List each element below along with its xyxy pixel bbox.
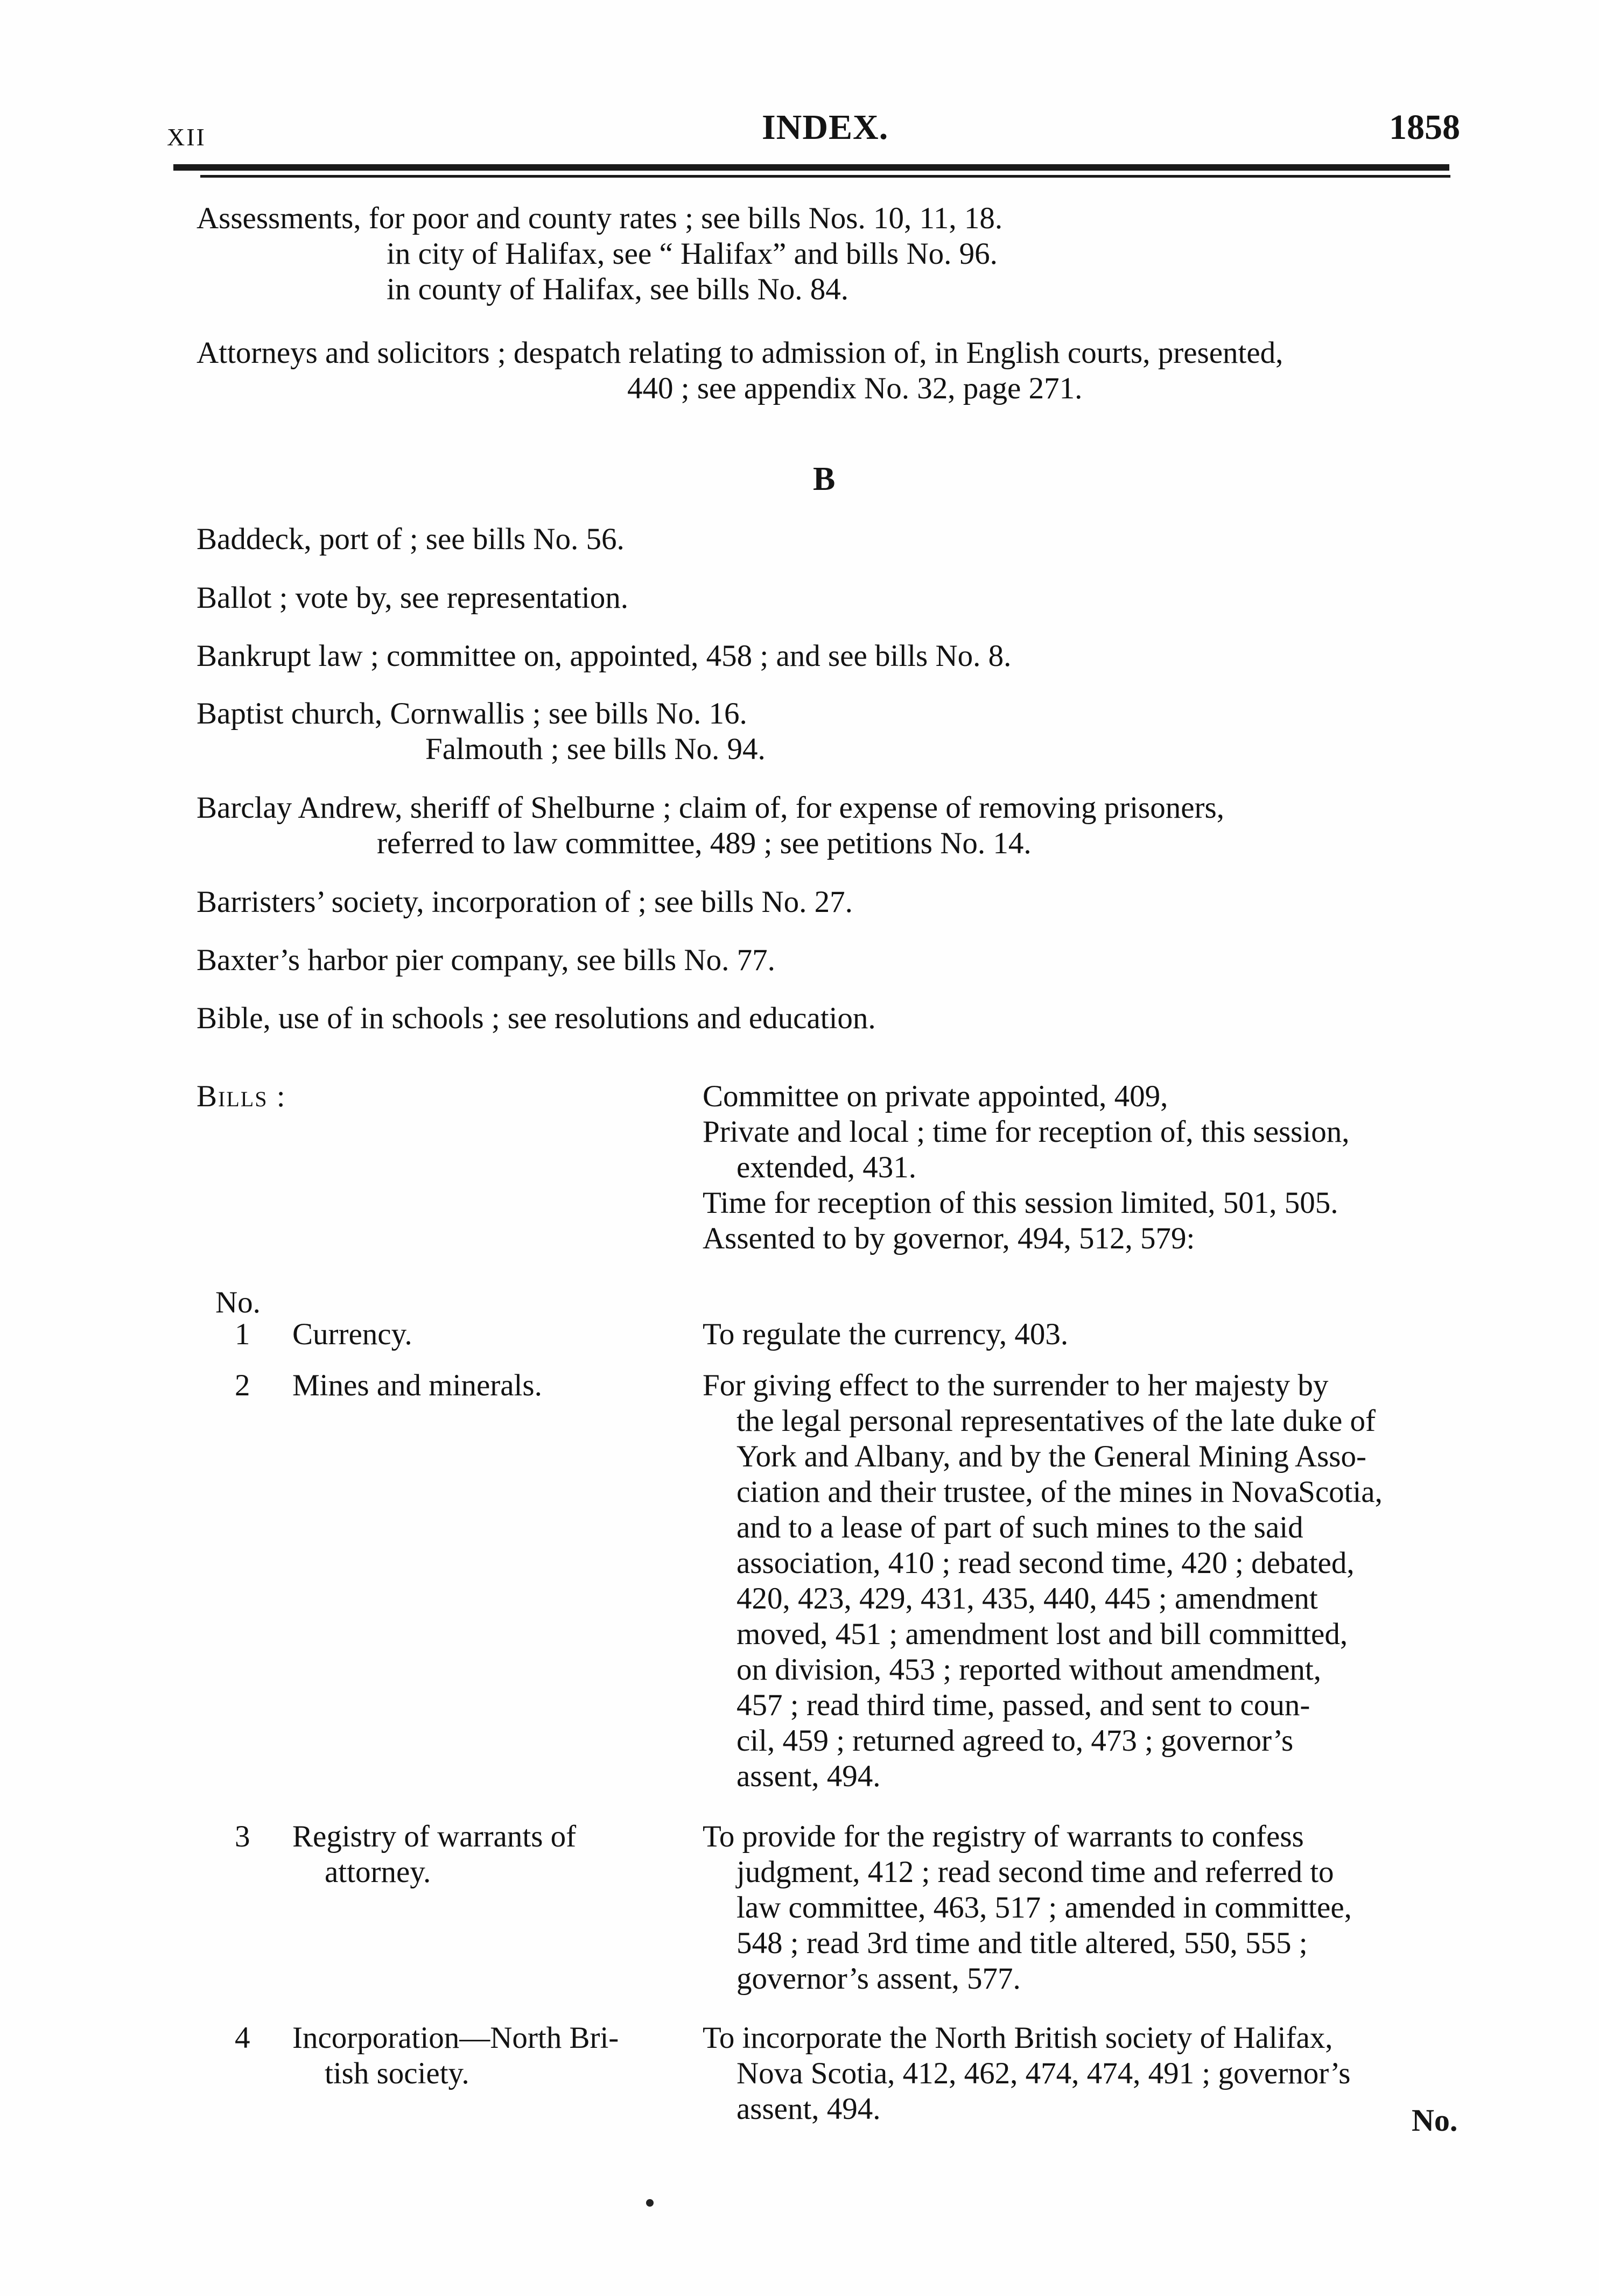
bill-title: Mines and minerals. — [292, 1368, 542, 1402]
bill-desc-line: assent, 494. — [737, 2092, 881, 2126]
bills-general-line: Time for reception of this session limited, 501, 505. — [703, 1186, 1338, 1220]
bill-desc-line: 548 ; read 3rd time and title altered, 550, 555 ; — [737, 1926, 1308, 1960]
bill-desc-line: ciation and their trustee, of the mines in NovaScotia, — [737, 1475, 1383, 1509]
entry-baxter: Baxter’s harbor pier company, see bills No. 77. — [197, 943, 775, 977]
bill-desc-line: To regulate the currency, 403. — [703, 1317, 1069, 1351]
page-header — [0, 0, 1599, 162]
ink-dot — [646, 2199, 654, 2207]
bill-desc-line: York and Albany, and by the General Mining Asso- — [737, 1440, 1366, 1473]
section-letter-b: B — [813, 461, 836, 497]
bill-desc-line: the legal personal representatives of the late duke of — [737, 1404, 1376, 1438]
bill-desc-line: cil, 459 ; returned agreed to, 473 ; governor’s — [737, 1724, 1294, 1758]
bill-desc-line: To provide for the registry of warrants to confess — [703, 1820, 1304, 1853]
entry-barclay-line1: Barclay Andrew, sheriff of Shelburne ; claim of, for expense of removing prisoners, — [197, 791, 1224, 825]
bill-title: Registry of warrants of — [292, 1820, 577, 1853]
bills-no-label: No. — [215, 1286, 261, 1319]
bill-title: Currency. — [292, 1317, 412, 1351]
entry-bible: Bible, use of in schools ; see resolutions and education. — [197, 1001, 876, 1035]
entry-bankrupt: Bankrupt law ; committee on, appointed, 458 ; and see bills No. 8. — [197, 639, 1012, 673]
entry-baddeck: Baddeck, port of ; see bills No. 56. — [197, 522, 625, 556]
bills-general-line: Private and local ; time for reception of, this session, — [703, 1115, 1350, 1149]
bill-number: 4 — [235, 2021, 250, 2055]
entry-assessments-line3: in county of Halifax, see bills No. 84. — [387, 272, 849, 306]
entry-baptist-line2: Falmouth ; see bills No. 94. — [425, 732, 766, 766]
bill-desc-line: To incorporate the North British society of Halifax, — [703, 2021, 1333, 2055]
bill-desc-line: association, 410 ; read second time, 420 ; debated, — [737, 1546, 1355, 1580]
bill-number: 2 — [235, 1368, 250, 1402]
bill-desc-line: 457 ; read third time, passed, and sent to coun- — [737, 1688, 1310, 1722]
bill-desc-line: For giving effect to the surrender to her majesty by — [703, 1368, 1329, 1402]
entry-barclay-line2: referred to law committee, 489 ; see petitions No. 14. — [377, 826, 1032, 860]
bill-title: attorney. — [325, 1855, 431, 1889]
entry-attorneys-line2: 440 ; see appendix No. 32, page 271. — [627, 371, 1083, 405]
page-title: INDEX. — [762, 108, 889, 147]
page-number: XII — [167, 123, 206, 151]
bills-general-line: Assented to by governor, 494, 512, 579: — [703, 1221, 1195, 1255]
catchword: No. — [1412, 2103, 1458, 2138]
year-label: 1858 — [1389, 108, 1460, 147]
bill-desc-line: law committee, 463, 517 ; amended in committee, — [737, 1891, 1352, 1925]
bills-heading: Bills : — [197, 1079, 286, 1113]
bill-number: 3 — [235, 1820, 250, 1853]
bill-title: Incorporation—North Bri- — [292, 2021, 619, 2055]
header-rule-thin — [200, 175, 1450, 178]
entry-assessments-line1: Assessments, for poor and county rates ; see bills Nos. 10, 11, 18. — [197, 201, 1003, 235]
bill-number: 1 — [235, 1317, 250, 1351]
bill-desc-line: on division, 453 ; reported without amendment, — [737, 1653, 1322, 1687]
bills-general-line: Committee on private appointed, 409, — [703, 1079, 1168, 1113]
entry-assessments-line2: in city of Halifax, see “ Halifax” and bills No. 96. — [387, 237, 998, 271]
bill-desc-line: assent, 494. — [737, 1759, 881, 1793]
entry-ballot: Ballot ; vote by, see representation. — [197, 581, 628, 615]
bill-desc-line: and to a lease of part of such mines to the said — [737, 1511, 1303, 1544]
bill-title: tish society. — [325, 2056, 469, 2090]
entry-barristers: Barristers’ society, incorporation of ; see bills No. 27. — [197, 885, 853, 919]
bill-desc-line: governor’s assent, 577. — [737, 1962, 1021, 1996]
bill-desc-line: judgment, 412 ; read second time and referred to — [737, 1855, 1334, 1889]
bill-desc-line: 420, 423, 429, 431, 435, 440, 445 ; amendment — [737, 1582, 1318, 1616]
header-rule-thick — [173, 164, 1449, 171]
entry-attorneys-line1: Attorneys and solicitors ; despatch relating to admission of, in English courts, presented, — [197, 336, 1284, 370]
bill-desc-line: moved, 451 ; amendment lost and bill committed, — [737, 1617, 1348, 1651]
entry-baptist-line1: Baptist church, Cornwallis ; see bills No. 16. — [197, 697, 747, 731]
bills-general-line: extended, 431. — [737, 1150, 916, 1184]
bill-desc-line: Nova Scotia, 412, 462, 474, 474, 491 ; governor’s — [737, 2056, 1351, 2090]
